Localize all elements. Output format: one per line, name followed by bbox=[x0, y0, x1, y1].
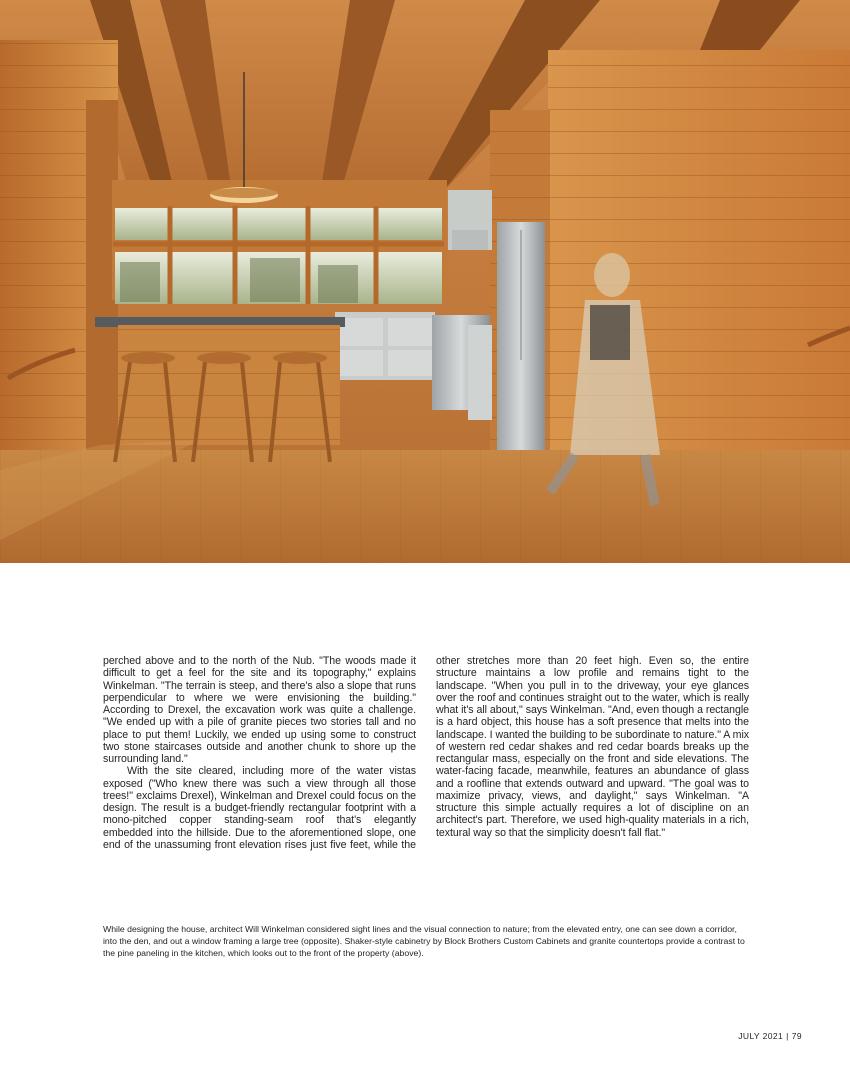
issue-date: JULY 2021 bbox=[738, 1031, 784, 1041]
article-paragraph: With the site cleared, including more of the water vistas exposed ("Who knew there was such a view through all those trees!" exclaims Drexel), Winkelman and Drexel could focus on the design. The result is a budget-friendly rectangular footprint with a mono-pitched copper standing-seam roof that's elegantly embedded into the hillside. Due to the aforementioned slope, one end of the unassuming front elevation rises just five feet, while the other stretches more than 20 feet high. Even so, the entire structure maintains a low profile and remains tight to the landscape. "When you pull in to the driveway, your eye glances over the roof and continues straight out to the water, which is really what it's all about," says Winkelman. "And, even though a rectangle is a hard object, this house has a soft presence that melts into the landscape. I wanted the building to be subordinate to nature." A mix of western red cedar shakes and red cedar boards breaks up the rectangular mass, especially on the front and side elevations. The water-facing facade, meanwhile, features an abundance of glass and a roofline that extends outward and upward. "The goal was to maximize privacy, views, and daylight," says Winkelman. "A structure this simple actually requires a lot of discipline on an architect's part. Therefore, we used high-quality materials in a rich, textural way so that the simplicity doesn't fall flat." bbox=[103, 655, 749, 851]
folio bbox=[738, 1031, 802, 1041]
page-number: 79 bbox=[791, 1031, 802, 1041]
article-body bbox=[103, 655, 749, 851]
article-paragraph: perched above and to the north of the Nub. "The woods made it difficult to get a feel for the site and its topography," explains Winkelman. "The terrain is steep, and there's also a slope that runs perpendicular to where we were envisioning the building." According to Drexel, the excavation work was quite a challenge. "We ended up with a pile of granite pieces two stories tall and no place to put them! Luckily, we ended up using some to construct two stone staircases outside and another chunk to shore up the surrounding land." bbox=[103, 655, 416, 765]
folio-divider: | bbox=[786, 1031, 789, 1041]
photo-caption: While designing the house, architect Will Winkelman considered sight lines and the visual connection to nature; from the elevated entry, one can see down a corridor, into the den, and out a window framing a large tree (opposite). Shaker-style cabinetry by Block Brothers Custom Cabinets and granite countertops provide a contrast to the pine paneling in the kitchen, which looks out to the front of the property (above). bbox=[103, 924, 745, 959]
